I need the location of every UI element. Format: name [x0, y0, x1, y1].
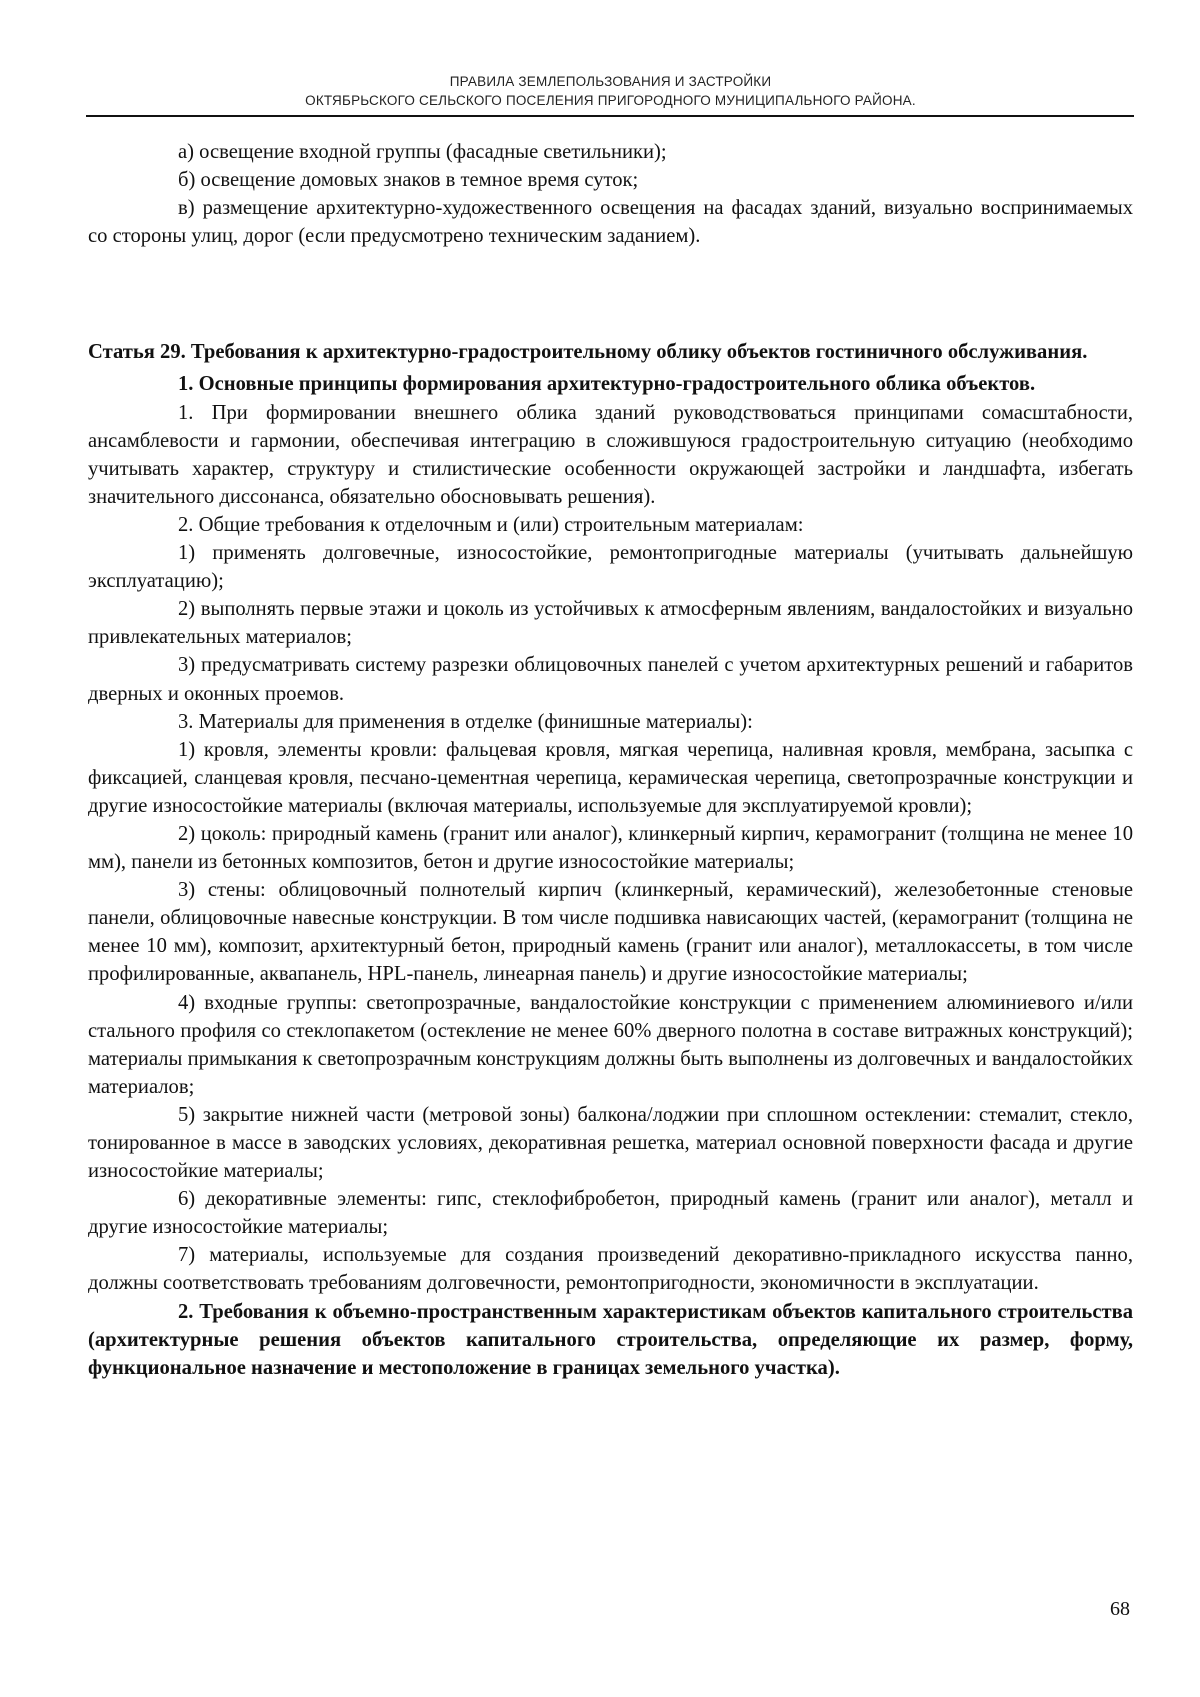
list-item: 3) предусматривать систему разрезки облицовочных панелей с учетом архитектурных решений и габаритов дверных и оконных проемов.: [88, 654, 1133, 705]
document-body: [88, 138, 1133, 1382]
intro-item-c: в) размещение архитектурно-художественного освещения на фасадах зданий, визуально воспринимаемых со стороны улиц, дорог (если предусмотрено техническим заданием).: [88, 197, 1133, 248]
list-item: 6) декоративные элементы: гипс, стеклофибробетон, природный камень (гранит или аналог), металл и другие износостойкие материалы;: [88, 1188, 1133, 1239]
list-item: 1) кровля, элементы кровли: фальцевая кровля, мягкая черепица, наливная кровля, мембрана, засыпка с фиксацией, сланцевая кровля, песчано-цементная черепица, керамическая черепица, светопрозрачные конструкции и другие износостойкие материалы (включая материалы, используемые для эксплуатируемой кровли);: [88, 738, 1133, 817]
list-item: 2) выполнять первые этажи и цоколь из устойчивых к атмосферным явлениям, вандалостойких и визуально привлекательных материалов;: [88, 598, 1133, 649]
list-item: 4) входные группы: светопрозрачные, вандалостойкие конструкции с применением алюминиевого и/или стального профиля со стеклопакетом (остекление не менее 60% дверного полотна в составе витражных конструкций); материалы примыкания к светопрозрачным конструкциям должны быть выполнены из долговечных и вандалостойких материалов;: [88, 991, 1133, 1098]
list-item: 2) цоколь: природный камень (гранит или аналог), клинкерный кирпич, керамогранит (толщина не менее 10 мм), панели из бетонных композитов, бетон и другие износостойкие материалы;: [88, 822, 1133, 874]
intro-item-a: а) освещение входной группы (фасадные светильники);: [178, 141, 667, 163]
list-item: 1) применять долговечные, износостойкие, ремонтопригодные материалы (учитывать дальнейшую эксплуатацию);: [88, 542, 1133, 593]
section-1-title: 1. Основные принципы формирования архитектурно-градостроительного облика объектов.: [178, 373, 1036, 396]
paragraph: 1. При формировании внешнего облика зданий руководствоваться принципами сомасштабности, ансамблевости и гармонии, обеспечивая интеграцию в сложившуюся градостроительную ситуацию (необходимо учитывать характер, структуру и стилистические особенности окружающей застройки и ландшафта, избегать значительного диссонанса, обязательно обосновывать решения).: [88, 401, 1133, 508]
section-gap: [88, 250, 1133, 338]
running-header: [88, 72, 1133, 110]
intro-item-b: б) освещение домовых знаков в темное время суток;: [178, 169, 639, 192]
paragraph: 2. Общие требования к отделочным и (или) строительным материалам:: [178, 513, 804, 536]
header-line-1: ПРАВИЛА ЗЕМЛЕПОЛЬЗОВАНИЯ И ЗАСТРОЙКИ: [449, 74, 772, 89]
header-line-2: ОКТЯБРЬСКОГО СЕЛЬСКОГО ПОСЕЛЕНИЯ ПРИГОРОДНОГО МУНИЦИПАЛЬНОГО РАЙОНА.: [305, 93, 916, 108]
page-number: 68: [1110, 1598, 1130, 1620]
list-item: 3) стены: облицовочный полнотелый кирпич (клинкерный, керамический), железобетонные стеновые панели, облицовочные навесные конструкции. В том числе подшивка нависающих частей, (керамогранит (толщина не менее 10 мм), композит, архитектурный бетон, природный камень (гранит или аналог), металлокассеты, в том числе профилированные, аквапанель, HPL-панель, линеарная панель) и другие износостойкие материалы;: [88, 879, 1133, 986]
article-title: Статья 29. Требования к архитектурно-градостроительному облику объектов гостиничного обслуживания.: [88, 341, 1088, 364]
paragraph: 3. Материалы для применения в отделке (финишные материалы):: [178, 710, 753, 733]
list-item: 5) закрытие нижней части (метровой зоны) балкона/лоджии при сплошном остеклении: стемалит, стекло, тонированное в массе в заводских условиях, декоративная решетка, материал основной поверхности фасада и другие износостойкие материалы;: [88, 1103, 1133, 1183]
section-2-title: 2. Требования к объемно-пространственным характеристикам объектов капитального строительства (архитектурные решения объектов капитального строительства, определяющие их размер, форму, функциональное назначение и местоположение в границах земельного участка).: [88, 1300, 1133, 1379]
header-rule: [86, 115, 1134, 117]
list-item: 7) материалы, используемые для создания произведений декоративно-прикладного искусства панно, должны соответствовать требованиям долговечности, ремонтопригодности, экономичности в эксплуатации.: [88, 1244, 1133, 1295]
